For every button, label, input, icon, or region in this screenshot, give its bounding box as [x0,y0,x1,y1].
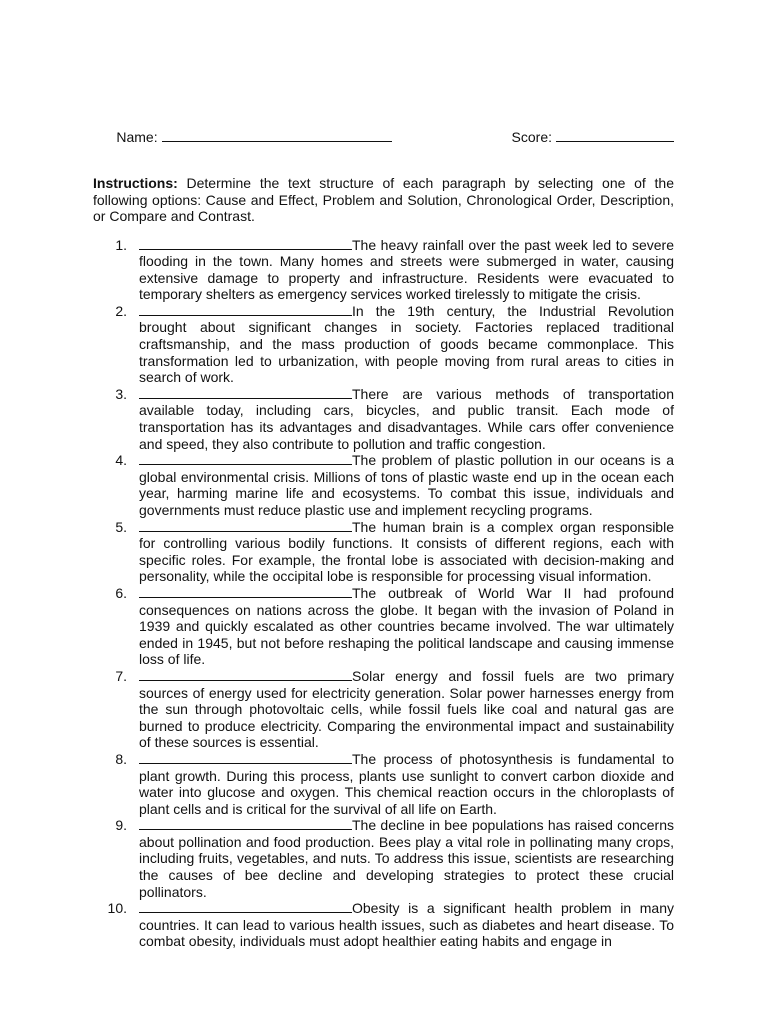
question-item-10 [93,900,674,950]
answer-blank[interactable] [139,668,352,681]
score-field [488,112,674,163]
question-number: 9. [115,817,127,834]
question-list [93,237,674,951]
question-number: 3. [115,385,127,402]
question-item-4 [93,452,674,518]
instructions-paragraph [93,175,674,225]
answer-blank[interactable] [139,386,352,399]
question-item-9 [93,817,674,900]
score-blank[interactable] [556,129,674,142]
question-text: There are various methods of transportation available today, including cars, bicycles, and public transit. Each mode of transportation has its advantages and disadvantages. While cars offer convenience and speed, they also contribute to pollution and traffic congestion. [139,385,674,452]
question-item-2 [93,303,674,386]
question-number: 1. [115,236,127,253]
question-text: Obesity is a significant health problem in many countries. It can lead to various health issues, such as diabetes and heart disease. To combat obesity, individuals must adopt healthier eating habits and engage in [139,900,674,950]
instructions-text: Determine the text structure of each paragraph by selecting one of the following options: Cause and Effect, Problem and Solution, Chronological Order, Description, or Compare and Contrast. [93,175,674,224]
question-item-8 [93,751,674,817]
answer-blank[interactable] [139,452,352,465]
answer-blank[interactable] [139,237,352,250]
answer-blank[interactable] [139,751,352,764]
name-label: Name: [116,129,158,145]
question-text: The human brain is a complex organ responsible for controlling various bodily functions. It consists of different regions, each with specific roles. For example, the frontal lobe is associated with decision-making and personality, while the occipital lobe is responsible for processing visual information. [139,518,674,585]
question-item-5 [93,519,674,585]
worksheet-header [93,112,674,163]
question-text: In the 19th century, the Industrial Revolution brought about significant changes in society. Factories replaced traditional craftsmanship, and the mass production of goods became commonplace. This transformation led to urbanization, with people moving from rural areas to cities in search of work. [139,302,674,386]
question-number: 8. [115,750,127,767]
question-item-7 [93,668,674,751]
question-item-6 [93,585,674,668]
name-blank[interactable] [162,129,392,142]
question-number: 7. [115,667,127,684]
question-text: The problem of plastic pollution in our oceans is a global environmental crisis. Millions of tons of plastic waste end up in the ocean each year, harming marine life and ecosystems. To combat this issue, individuals and governments must reduce plastic use and implement recycling programs. [139,452,674,518]
answer-blank[interactable] [139,585,352,598]
question-number: 5. [115,518,127,535]
answer-blank[interactable] [139,817,352,830]
instructions-lead: Instructions: [93,175,178,191]
question-text: The heavy rainfall over the past week led to severe flooding in the town. Many homes and streets were submerged in water, causing extensive damage to property and infrastructure. Residents were evacuated to temporary shelters as emergency services worked tirelessly to mitigate the crisis. [139,236,674,303]
answer-blank[interactable] [139,303,352,316]
question-text: Solar energy and fossil fuels are two primary sources of energy used for electricity generation. Solar power harnesses energy from the sun through photovoltaic cells, while fossil fuels like coal and natural gas are burned to produce electricity. Comparing the environmental impact and sustainability of these sources is essential. [139,667,674,751]
question-number: 2. [115,302,127,319]
question-number: 6. [115,584,127,601]
question-item-3 [93,386,674,452]
question-text: The process of photosynthesis is fundamental to plant growth. During this process, plants use sunlight to convert carbon dioxide and water into glucose and oxygen. This chemical reaction occurs in the chloroplasts of plant cells and is critical for the survival of all life on Earth. [139,750,674,817]
question-number: 10. [107,900,127,917]
question-text: The outbreak of World War II had profound consequences on nations across the globe. It began with the invasion of Poland in 1939 and quickly escalated as other countries became involved. The war ultimately ended in 1945, but not before reshaping the political landscape and causing immense loss of life. [139,584,674,668]
name-field [93,112,392,163]
answer-blank[interactable] [139,519,352,532]
answer-blank[interactable] [139,900,352,913]
question-number: 4. [115,452,127,469]
question-text: The decline in bee populations has raised concerns about pollination and food production. Bees play a vital role in pollinating many crops, including fruits, vegetables, and nuts. To address this issue, scientists are researching the causes of bee decline and developing strategies to protect these crucial pollinators. [139,817,674,900]
score-label: Score: [511,129,552,145]
question-item-1 [93,237,674,303]
